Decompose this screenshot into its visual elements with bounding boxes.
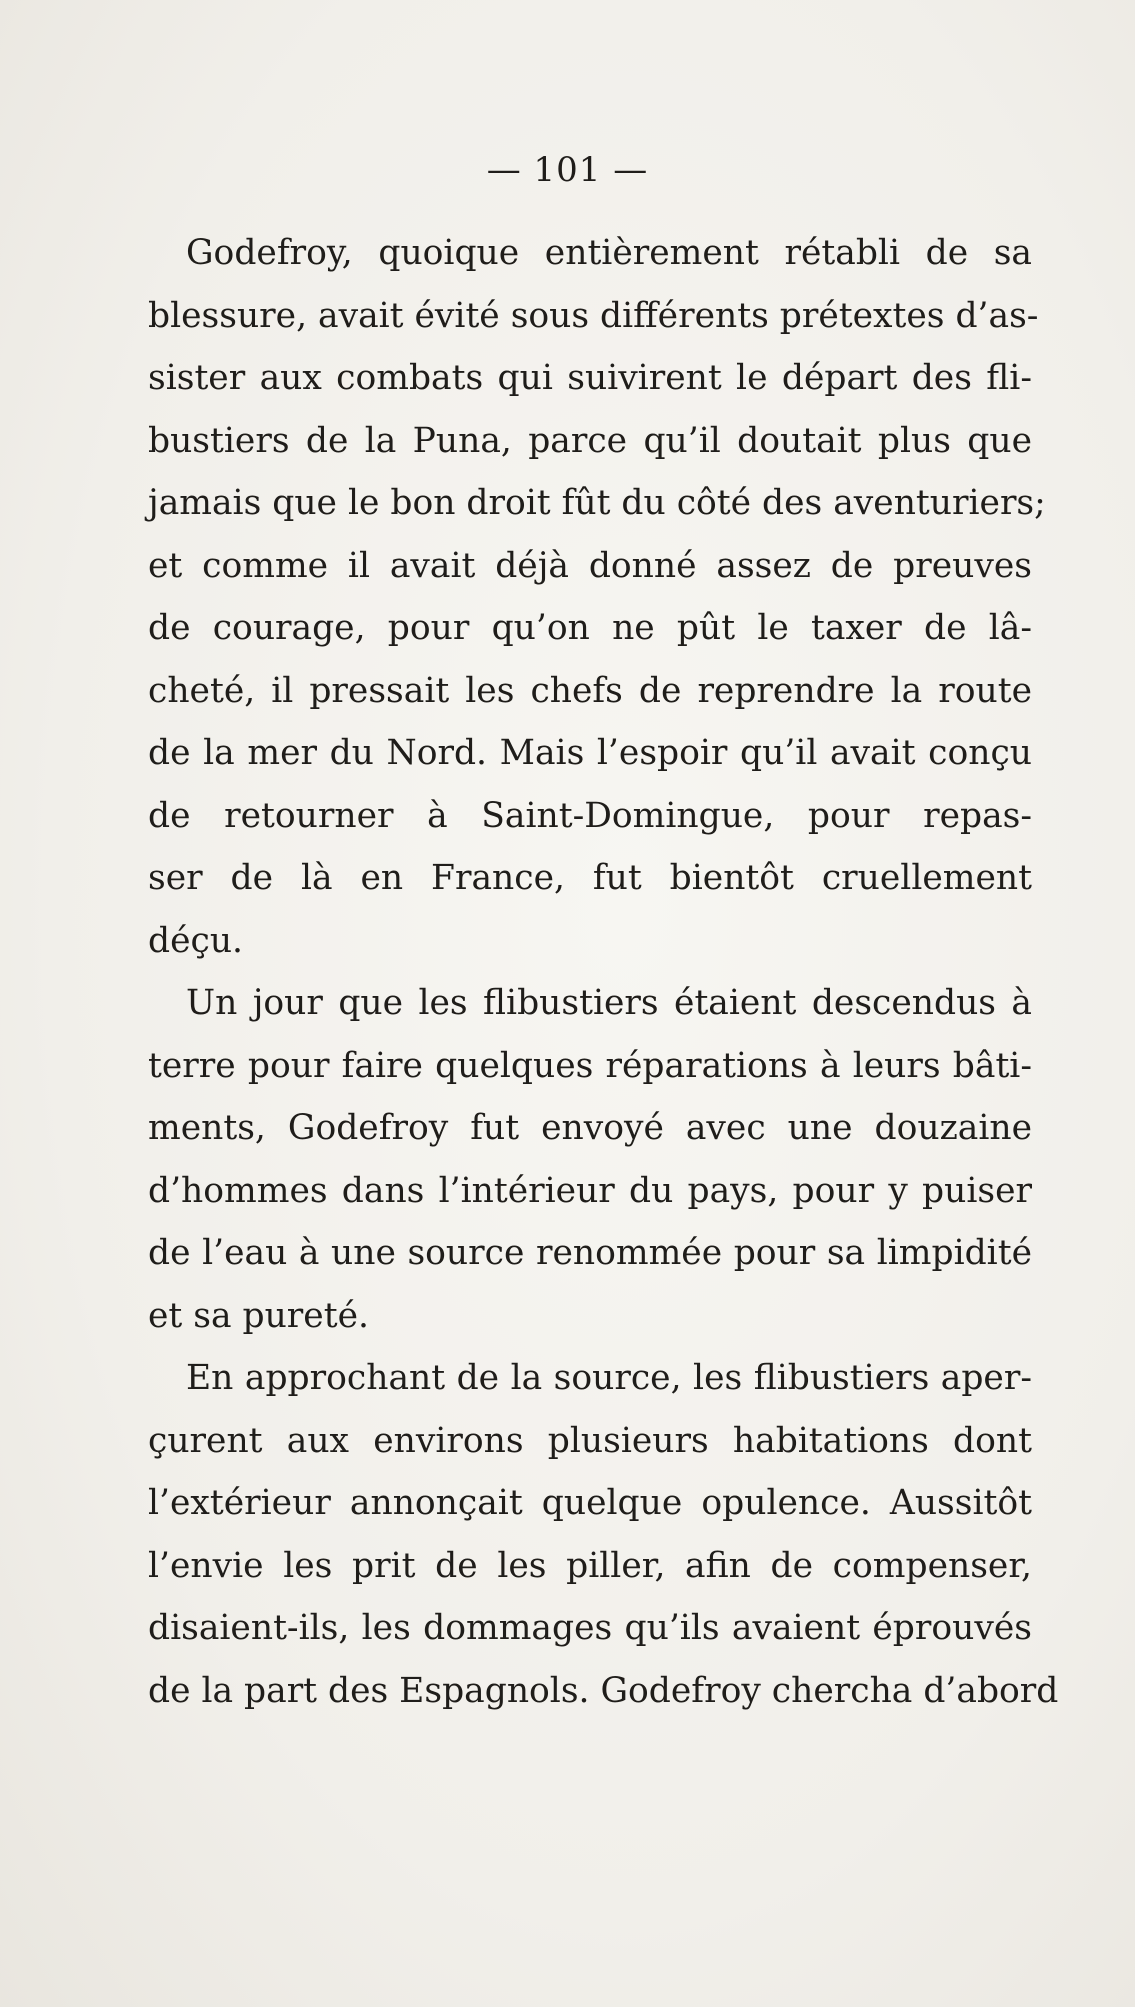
- text-line: et comme il avait déjà donné assez de preuves: [148, 545, 1032, 586]
- paragraph: [148, 1347, 1059, 1722]
- text-line: et sa pureté.: [148, 1295, 369, 1336]
- text-line: terre pour faire quelques réparations à leurs bâti-: [148, 1045, 1032, 1086]
- text-line: de la part des Espagnols. Godefroy chercha d’abord: [148, 1670, 1059, 1711]
- text-line: En approchant de la source, les flibustiers aper-: [186, 1358, 1032, 1398]
- text-line: déçu.: [148, 920, 244, 961]
- paragraph: [148, 222, 1046, 972]
- text-line: disaient-ils, les dommages qu’ils avaient éprouvés: [148, 1608, 1032, 1648]
- text-line: l’envie les prit de les piller, afin de compenser,: [148, 1545, 1032, 1586]
- text-line: l’extérieur annonçait quelque opulence. Aussitôt: [148, 1483, 1032, 1523]
- page-number: — 101 —: [486, 150, 649, 190]
- text-line: d’hommes dans l’intérieur du pays, pour y puiser: [148, 1170, 1032, 1211]
- text-line: cheté, il pressait les chefs de reprendre la route: [148, 670, 1032, 711]
- text-line: ser de là en France, fut bientôt cruellement: [148, 858, 1032, 898]
- text-line: bustiers de la Puna, parce qu’il doutait plus que: [148, 420, 1032, 461]
- text-line: çurent aux environs plusieurs habitations dont: [148, 1420, 1032, 1461]
- text-line: sister aux combats qui suivirent le départ des fli-: [148, 358, 1032, 398]
- paragraph: [148, 972, 1032, 1347]
- text-line: Un jour que les flibustiers étaient descendus à: [186, 983, 1032, 1023]
- text-line: jamais que le bon droit fût du côté des aventuriers;: [148, 483, 1046, 523]
- text-line: de la mer du Nord. Mais l’espoir qu’il avait conçu: [148, 733, 1032, 773]
- text-line: blessure, avait évité sous différents prétextes d’as-: [148, 295, 1039, 336]
- text-line: de retourner à Saint-Domingue, pour repas-: [148, 795, 1032, 836]
- text-line: de l’eau à une source renommée pour sa limpidité: [148, 1233, 1032, 1273]
- body-text: [148, 222, 1059, 1722]
- text-line: ments, Godefroy fut envoyé avec une douzaine: [148, 1108, 1032, 1148]
- text-line: de courage, pour qu’on ne pût le taxer de lâ-: [148, 608, 1032, 648]
- text-line: Godefroy, quoique entièrement rétabli de sa: [186, 233, 1032, 273]
